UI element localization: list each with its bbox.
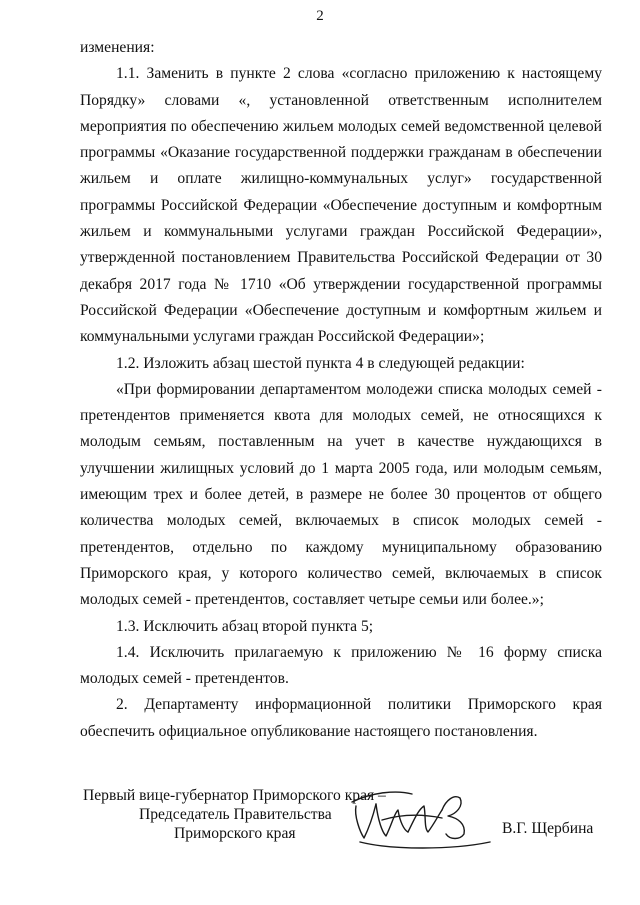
- handwritten-signature: [342, 780, 502, 855]
- signatory-position-line-1: Первый вице-губернатор Приморского края –: [83, 787, 386, 804]
- paragraph-1-3: 1.3. Исключить абзац второй пункта 5;: [116, 617, 374, 635]
- paragraph-1-2: 1.2. Изложить абзац шестой пункта 4 в следующей редакции:: [116, 354, 525, 372]
- document-body: [80, 35, 602, 745]
- signatory-position-line-3: Приморского края: [174, 825, 296, 842]
- page-number: 2: [316, 8, 324, 24]
- paragraph-1-1: 1.1. Заменить в пункте 2 слова «согласно приложению к настоящему Порядку» словами «, установленной ответственным исполнителем мероприятия по обеспечению жильем молодых семей ведомственной целевой программы «Оказание государственной поддержки гражданам в обеспечении жильем и оплате жилищно-коммунальных услуг» государственной программы Российской Федерации «Обеспечение доступным и комфортным жильем и коммунальными услугами граждан Российской Федерации», утвержденной постановлением Правительства Российской Федерации от 30 декабря 2017 года № 1710 «Об утверждении государственной программы Российской Федерации «Обеспечение доступным и комфортным жильем и коммунальными услугами граждан Российской Федерации»;: [80, 65, 602, 346]
- paragraph-intro: изменения:: [80, 39, 155, 56]
- signatory-position-line-2: Председатель Правительства: [139, 806, 332, 823]
- paragraph-2: 2. Департаменту информационной политики Приморского края обеспечить официальное опубликование настоящего постановления.: [80, 696, 602, 740]
- signatory-name: В.Г. Щербина: [502, 820, 594, 837]
- paragraph-1-4: 1.4. Исключить прилагаемую к приложению № 16 форму списка молодых семей - претендентов.: [80, 643, 602, 688]
- paragraph-quote: «При формировании департаментом молодежи списка молодых семей - претендентов применяется квота для молодых семей, не относящихся к молодым семьям, поставленным на учет в качестве нуждающихся в улучшении жилищных условий до 1 марта 2005 года, или молодым семьям, имеющим трех и более детей, в размере не более 30 процентов от общего количества молодых семей, включаемых в список молодых семей - претендентов, отдельно по каждому муниципальному образованию Приморского края, у которого количество семей, включаемых в список молодых семей - претендентов, составляет четыре семьи или более.»;: [80, 380, 602, 609]
